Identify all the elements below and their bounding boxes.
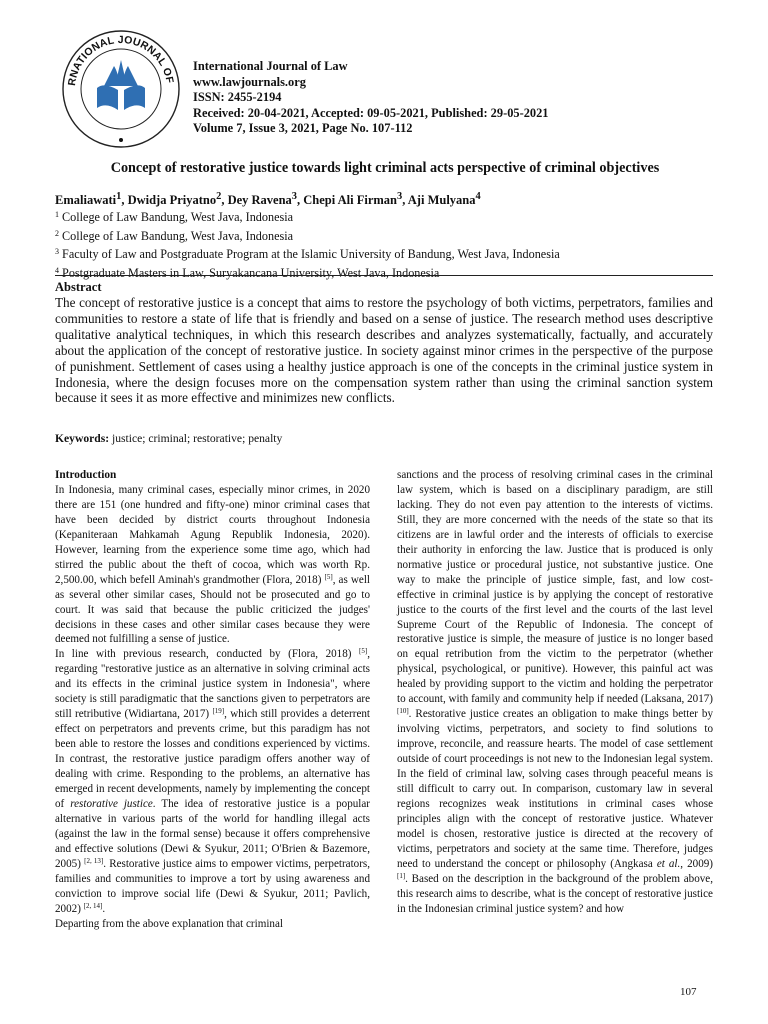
article-dates: Received: 20-04-2021, Accepted: 09-05-2021, Published: 29-05-2021 — [193, 105, 549, 120]
logo-text: RNATIONAL JOURNAL OF — [66, 33, 176, 87]
journal-name: International Journal of Law — [193, 59, 348, 73]
journal-info — [193, 59, 549, 137]
divider — [55, 275, 713, 276]
author-list: Emaliawati$^1$, Dwidja Priyatno$^2$, Dey Ravena$^3$, Chepi Ali Firman$^3$, Aji Mulyana$^4$ — [55, 191, 481, 208]
journal-logo — [60, 28, 182, 150]
citation[interactable]: [5] — [324, 572, 333, 581]
citation[interactable]: [2, 13] — [84, 856, 104, 865]
author-name: Dey Ravena — [227, 193, 292, 208]
keywords — [55, 432, 282, 445]
affiliation-item: $^2$ College of Law Bandung, West Java, Indonesia — [55, 228, 294, 243]
keywords-list: justice; criminal; restorative; penalty — [112, 432, 283, 445]
author-sup: 1 — [116, 191, 122, 202]
keywords-label: Keywords: — [55, 432, 110, 445]
author-name: Aji Mulyana — [407, 193, 476, 208]
affiliations — [55, 207, 560, 281]
citation[interactable]: [2, 14] — [83, 901, 103, 910]
intro-heading: Introduction — [55, 469, 117, 481]
volume-info: Volume 7, Issue 3, 2021, Page No. 107-112 — [193, 121, 413, 136]
body-column-left — [55, 468, 370, 932]
page-number: 107 — [680, 986, 697, 998]
paragraph: Departing from the above explanation that criminal — [55, 917, 283, 930]
author-name: Dwidja Priyatno — [127, 193, 217, 208]
journal-issn: ISSN: 2455-2194 — [193, 90, 282, 105]
body-column-right — [397, 468, 713, 917]
affiliation-item: $^4$ Postgraduate Masters in Law, Suryakancana University, West Java, Indonesia — [55, 265, 440, 280]
citation[interactable]: [5] — [359, 647, 368, 656]
citation[interactable]: [1] — [397, 871, 406, 880]
abstract-heading: Abstract — [55, 280, 102, 294]
author-sup: 2 — [216, 191, 222, 202]
affiliation-item: $^1$ College of Law Bandung, West Java, Indonesia — [55, 210, 294, 224]
affiliation-item: $^3$ Faculty of Law and Postgraduate Program at the Islamic University of Bandung, West Java, Indonesia — [55, 247, 560, 261]
abstract-text: The concept of restorative justice is a concept that aims to restore the psychology of both victims, perpetrators, families and communities to restore a state of life that is friendly and based on a sense of justice. The research method uses descriptive qualitative analytical techniques, in which this research describes and analyzes systematically, factually, and accurately about the application of the concept of restorative justice. In society against minor crimes in the perspective of the purpose of punishment. Settlement of cases using a healthy justice approach is one of the concepts in the criminal justice system in Indonesia, where the design focuses more on the compensation system rather than using the criminal sanction system because it sees it as more effective and minimizes new conflicts. — [55, 295, 713, 406]
paragraph: sanctions and the process of resolving criminal cases in the criminal law system, which is based on a disciplinary paradigm, are still lacking. They do not even pay attention to the interests of victims. Still, they are more concerned with the needs of the state so that its citizens are in lawful order and the interests of officials to exercise their authority in enforcing the law. Justice that is produced is only normative justice or procedural justice, not substantive justice. One way to make the principle of justice simple, fast, and low cost-effective in criminal justice is by applying the concept of restorative justice to the courts of the first level and the courts of the last level Supreme Court of the Republic of Indonesia. The concept of restorative justice is simple, the measure of justice is no longer based on equal retribution from the victim to the perpetrator (whether physical, psychological, or punitive). However, this painful act was healed by providing support to the victim and holding the perpetrator to account, with family and community help if needed (Laksana, 2017) [10]. Restorative justice creates an obligation to make things better by involving victims, perpetrators, and society to find solutions to improve, reconcile, and reassure hearts. The model of case settlement outside of court proceedings is not new to the Indonesian legal system. In the field of criminal law, solving cases through peaceful means is still difficult to carry out. In comparison, customary law in several regions recognizes weak institutions in criminal cases whose principles align with the concept of restorative justice. Whatever model is chosen, restorative justice is directed at the recovery of victims, perpetrators and society at the same time. Therefore, judges need to understand the concept or philosophy (Angkasa et al., 2009) [1]. Based on the description in the background of the problem above, this research aims to describe, what is the concept of restorative justice in the Indonesian criminal justice system? and how — [397, 469, 713, 915]
journal-website[interactable]: www.lawjournals.org — [193, 74, 306, 89]
author-sup: 3 — [397, 191, 403, 202]
citation[interactable]: [10] — [397, 707, 409, 716]
author-sup: 4 — [475, 191, 481, 202]
paragraph: In Indonesia, many criminal cases, especially minor crimes, in 2020 there are 151 (one hundred and fifty-one) minor criminal cases that have been decided by district courts throughout Indonesia (Kepaniteraan Mahkamah Agung Republik Indonesia, 2020). However, learning from the experience some time ago, which had stirred the public about the theft of cocoa, which was worth Rp. 2,500.00, which befell Aminah's grandmother (Flora, 2018) [5], as well as several other similar cases, Should not be prosecuted and go to court. It was said that because the public criticized the judges' decisions in these cases and other similar cases because they were deemed not fulfilling a sense of justice. — [55, 483, 370, 646]
paragraph: In line with previous research, conducted by (Flora, 2018) [5], regarding "restorative justice as an alternative in solving criminal acts and its effects in the criminal justice system in Indonesia", where society is still paradigmatic that the sanctions given to perpetrators are still retributive (Widiartana, 2017) [19], which still provides a deterrent effect on perpetrators and prevents crime, but this paradigm has not been able to restore the losses and conditions experienced by victims. In contrast, the restorative justice paradigm offers another way of dealing with crime. Responding to the problems, an alternative has emerged in recent developments, namely by implementing the concept of restorative justice. The idea of restorative justice is a popular alternative in various parts of the world for handling illegal acts (against the law in the formal sense) because it offers comprehensive and effective solutions (Dewi & Syukur, 2011; O'Brien & Bazemore, 2005) [2, 13]. Restorative justice aims to empower victims, perpetrators, families and communities to improve a tort by using awareness and conviction to improve social life (Dewi & Syukur, 2011; Pavlich, 2002) [2, 14]. — [55, 647, 370, 915]
citation[interactable]: [19] — [212, 707, 225, 716]
article-title: Concept of restorative justice towards light criminal acts perspective of criminal objectives — [110, 160, 660, 176]
author-name: Emaliawati — [55, 193, 117, 208]
author-name: Chepi Ali Firman — [303, 193, 398, 208]
author-sup: 3 — [291, 191, 297, 202]
